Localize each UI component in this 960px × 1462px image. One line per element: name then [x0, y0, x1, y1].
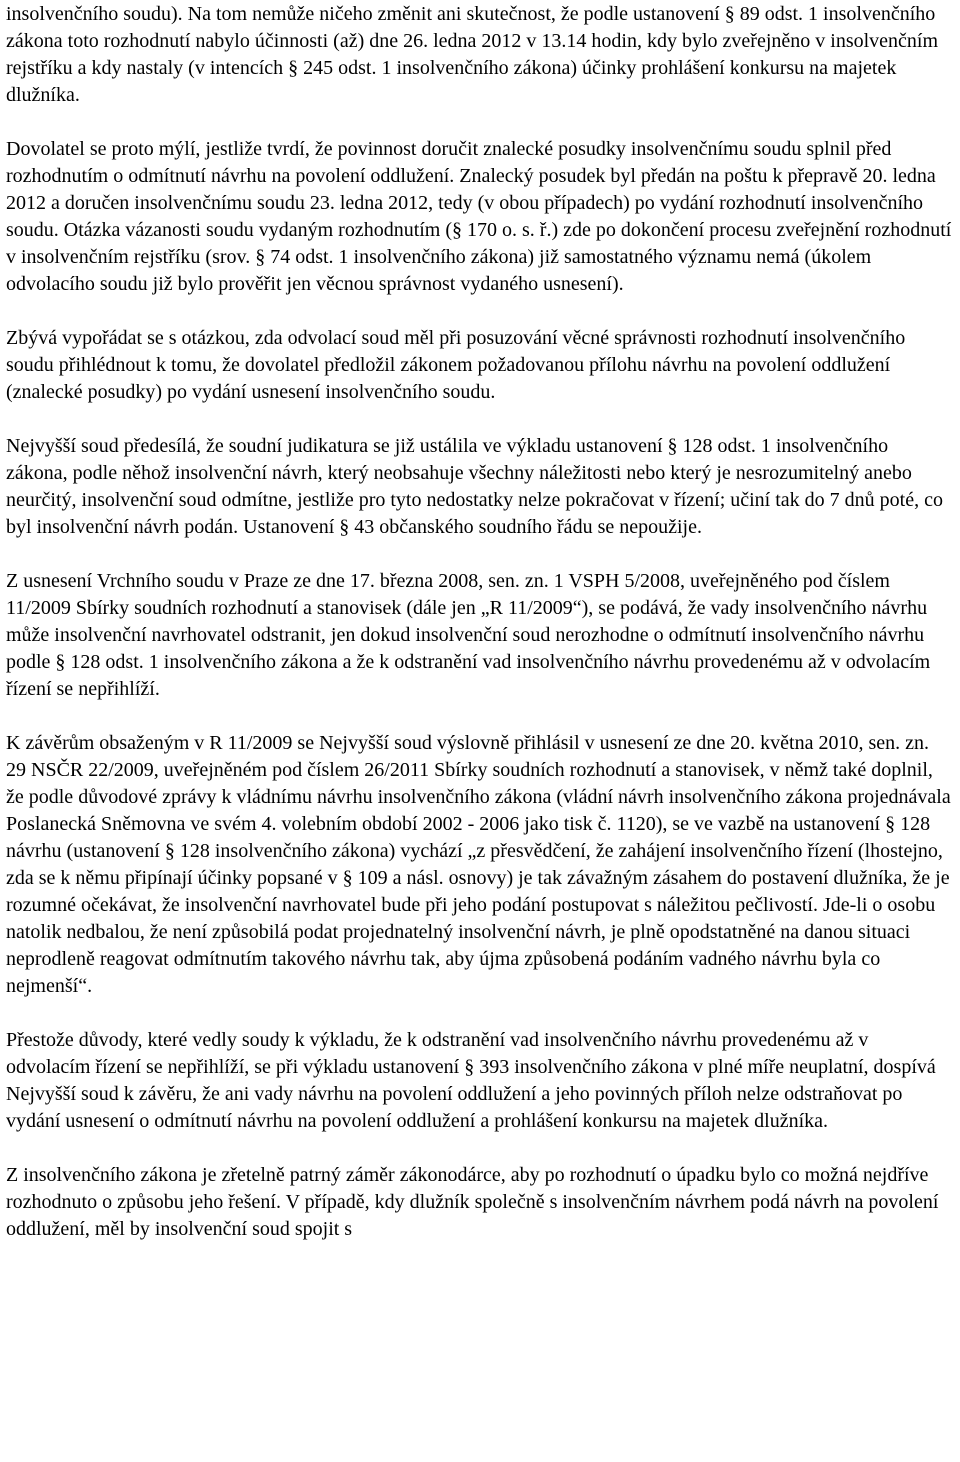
- paragraph-5: Z usnesení Vrchního soudu v Praze ze dne 17. března 2008, sen. zn. 1 VSPH 5/2008, uveřejněného pod číslem 11/2009 Sbírky soudních rozhodnutí a stanovisek (dále jen „R 11/2009“), se podává, že vady insolvenčního návrhu může insolvenční navrhovatel odstranit, jen dokud insolvenční soud nerozhodne o odmítnutí insolvenčního návrhu podle § 128 odst. 1 insolvenčního zákona a že k odstranění vad insolvenčního návrhu provedenému až v odvolacím řízení se nepřihlíží.: [6, 570, 931, 700]
- paragraph-8: Z insolvenčního zákona je zřetelně patrný záměr zákonodárce, aby po rozhodnutí o úpadku bylo co možná nejdříve rozhodnuto o způsobu jeho řešení. V případě, kdy dlužník společně s insolvenčním návrhem podá návrh na povolení oddlužení, měl by insolvenční soud spojit s: [6, 1164, 939, 1240]
- document-page: [6, 0, 952, 1270]
- paragraph-1: insolvenčního soudu). Na tom nemůže ničeho změnit ani skutečnost, že podle ustanovení § 89 odst. 1 insolvenčního zákona toto rozhodnutí nabylo účinnosti (až) dne 26. ledna 2012 v 13.14 hodin, kdy bylo zveřejněno v insolvenčním rejstříku a kdy nastaly (v intencích § 245 odst. 1 insolvenčního zákona) účinky prohlášení konkursu na majetek dlužníka.: [6, 3, 939, 106]
- paragraph-6: K závěrům obsaženým v R 11/2009 se Nejvyšší soud výslovně přihlásil v usnesení ze dne 20. května 2010, sen. zn. 29 NSČR 22/2009, uveřejněném pod číslem 26/2011 Sbírky soudních rozhodnutí a stanovisek, v němž také doplnil, že podle důvodové zprávy k vládnímu návrhu insolvenčního zákona (vládní návrh insolvenčního zákona projednávala Poslanecká Sněmovna ve svém 4. volebním období 2002 - 2006 jako tisk č. 1120), se ve vazbě na ustanovení § 128 návrhu (ustanovení § 128 insolvenčního zákona) vychází „z přesvědčení, že zahájení insolvenčního řízení (lhostejno, zda se k němu připínají účinky popsané v § 109 a násl. osnovy) je tak závažným zásahem do postavení dlužníka, že je rozumné očekávat, že insolvenční navrhovatel bude při jeho podání postupovat s náležitou pečlivostí. Jde-li o osobu natolik nedbalou, že není způsobilá podat projednatelný insolvenční návrh, je plně opodstatněné na danou situaci neprodleně reagovat odmítnutím takového návrhu tak, aby újma způsobená podáním vadného návrhu byla co nejmenší“.: [6, 732, 951, 997]
- paragraph-2: Dovolatel se proto mýlí, jestliže tvrdí, že povinnost doručit znalecké posudky insolvenčnímu soudu splnil před rozhodnutím o odmítnutí návrhu na povolení oddlužení. Znalecký posudek byl předán na poštu k přepravě 20. ledna 2012 a doručen insolvenčnímu soudu 23. ledna 2012, tedy (v obou případech) po vydání rozhodnutí insolvenčního soudu. Otázka vázanosti soudu vydaným rozhodnutím (§ 170 o. s. ř.) zde po dokončení procesu zveřejnění rozhodnutí v insolvenčním rejstříku (srov. § 74 odst. 1 insolvenčního zákona) již samostatného významu nemá (úkolem odvolacího soudu již bylo prověřit jen věcnou správnost vydaného usnesení).: [6, 138, 952, 295]
- paragraph-3: Zbývá vypořádat se s otázkou, zda odvolací soud měl při posuzování věcné správnosti rozhodnutí insolvenčního soudu přihlédnout k tomu, že dovolatel předložil zákonem požadovanou přílohu návrhu na povolení oddlužení (znalecké posudky) po vydání usnesení insolvenčního soudu.: [6, 327, 906, 403]
- paragraph-7: Přestože důvody, které vedly soudy k výkladu, že k odstranění vad insolvenčního návrhu provedenému až v odvolacím řízení se nepřihlíží, se při výkladu ustanovení § 393 insolvenčního zákona v plné míře neuplatní, dospívá Nejvyšší soud k závěru, že ani vady návrhu na povolení oddlužení a jeho povinných příloh nelze odstraňovat po vydání usnesení o odmítnutí návrhu na povolení oddlužení a prohlášení konkursu na majetek dlužníka.: [6, 1029, 936, 1132]
- paragraph-4: Nejvyšší soud předesílá, že soudní judikatura se již ustálila ve výkladu ustanovení § 128 odst. 1 insolvenčního zákona, podle něhož insolvenční návrh, který neobsahuje všechny náležitosti nebo který je nesrozumitelný anebo neurčitý, insolvenční soud odmítne, jestliže pro tyto nedostatky nelze pokračovat v řízení; učiní tak do 7 dnů poté, co byl insolvenční návrh podán. Ustanovení § 43 občanského soudního řádu se nepoužije.: [6, 435, 943, 538]
